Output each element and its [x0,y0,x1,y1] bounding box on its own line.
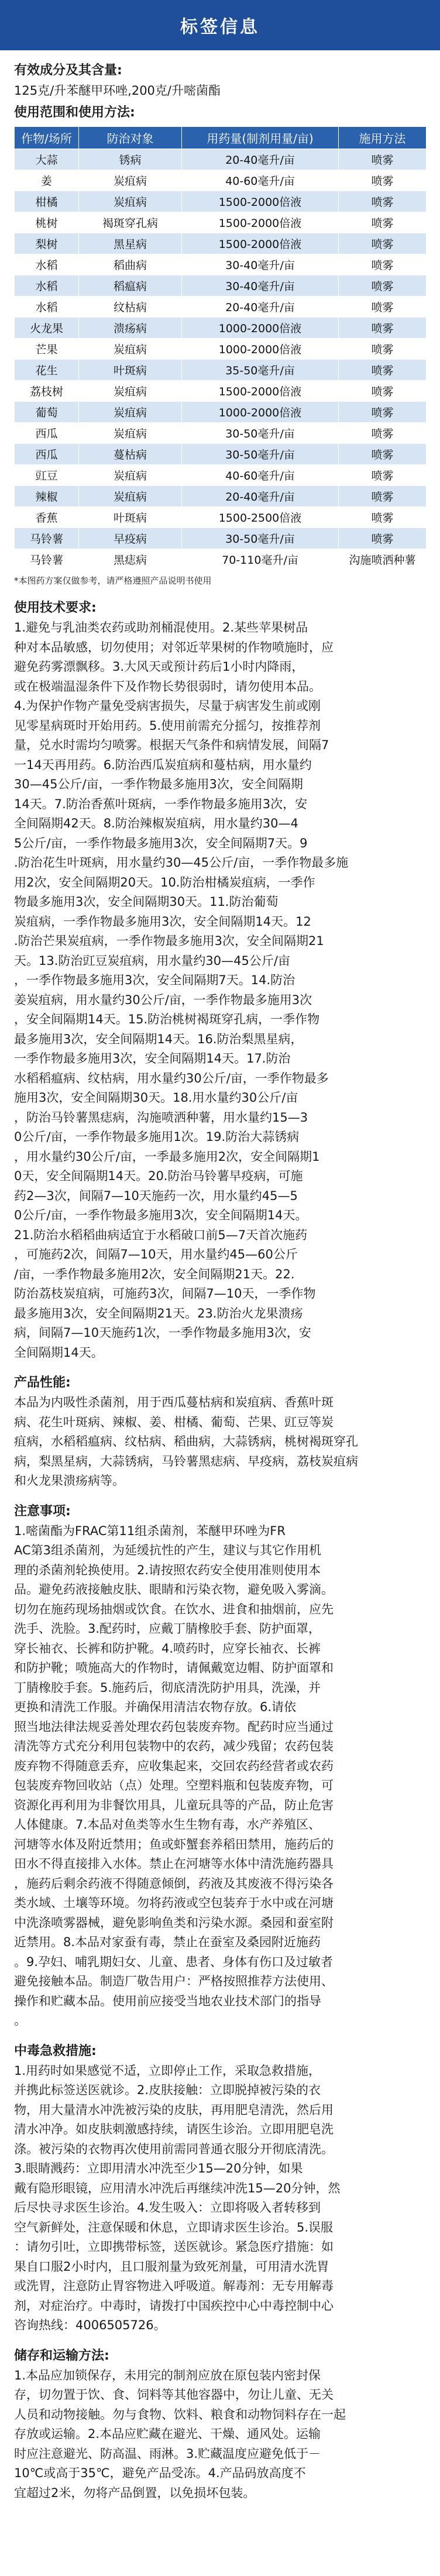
cell-target: 溃疡病 [79,318,182,339]
cell-target: 褐斑穿孔病 [79,212,182,233]
paragraph-line: 最多施用3次，安全间隔期14天。16.防治梨黑星病， [14,1032,303,1046]
paragraph-line: 避免接触本品。制造厂敬告用户：严格按照推荐方法使用、 [14,1974,334,1988]
table-row [15,402,427,423]
paragraph-line: 0公斤/亩，一季作物最多施用3次，安全间隔期14天。 [14,1208,308,1222]
paragraph-line: 切勿在施药现场抽烟或饮食。在饮水、进食和抽烟前，应先 [14,1602,334,1616]
page-title: 标签信息 [180,17,260,37]
cell-target: 叶斑病 [79,507,182,528]
cell-dosage: 20-40毫升/亩 [182,486,339,507]
ingredients-title: 有效成分及其含量: [14,63,122,78]
paragraph-line: 田水不得直接排入水体。禁止在河塘等水体中清洗施药器具 [14,1857,334,1871]
precautions-body [14,1522,426,2031]
usage-table [14,126,427,570]
cell-crop: 火龙果 [15,318,79,339]
paragraph-line: 用2次，安全间隔期20天。10.防治柑橘炭疽病，一季作 [14,875,315,889]
paragraph-line: 炭疽病，一季作物最多施用3次，安全间隔期14天。12 [14,914,311,929]
cell-target: 早疫病 [79,528,182,549]
paragraph-line: 戴有隐形眼镜，应用清水冲洗后再继续冲洗15—20分钟，然 [14,2181,341,2195]
cell-method: 喷雾 [339,233,427,254]
cell-target: 纹枯病 [79,296,182,318]
performance-section [0,1373,440,1491]
cell-crop: 大蒜 [15,149,79,170]
paragraph-line: 病、花生叶斑病、辣椒、姜、柑橘、葡萄、芒果、豇豆等炭 [14,1415,334,1429]
cell-dosage: 30-40毫升/亩 [182,254,339,275]
paragraph-line: 30—45公斤/亩，一季作物最多施用3次，安全间隔期 [14,777,303,791]
table-row [15,233,427,254]
paragraph-line: 废弃物不得随意丢弃，应收集起来，交回农药经营者或农药 [14,1758,334,1773]
cell-dosage: 30-50毫升/亩 [182,528,339,549]
paragraph-line: 0天，安全间隔期14天。20.防治马铃薯早疫病，可施 [14,1169,303,1183]
cell-method: 喷雾 [339,528,427,549]
paragraph-line: 或在极端温湿条件下及作物长势很弱时，请勿使用本品。 [14,679,321,694]
table-row [15,444,427,465]
ingredients-section [0,61,440,101]
cell-crop: 梨树 [15,233,79,254]
cell-crop: 西瓜 [15,423,79,444]
cell-crop: 姜 [15,170,79,191]
paragraph-line: 洗手、洗脸。3.配药时，应戴丁腈橡胶手套、防护面罩， [14,1622,321,1636]
paragraph-line: 种对本品敏感，切勿使用；对邻近苹果树的作物喷施时，应 [14,640,334,654]
cell-method: 喷雾 [339,423,427,444]
cell-method: 喷雾 [339,170,427,191]
cell-target: 炭疽病 [79,191,182,212]
paragraph-line: 一季作物最多施用3次，安全间隔期14天。17.防治 [14,1051,291,1065]
table-row [15,170,427,191]
paragraph-line: 3.眼睛溅药：立即用清水冲洗至少15—20分钟，如果 [14,2161,303,2175]
paragraph-line: 品。避免药液接触皮肤、眼睛和污染衣物，避免吸入雾滴。 [14,1582,334,1596]
paragraph-line: 病，梨黑星病，大蒜锈病，马铃薯黑痣病、早疫病，荔枝炭疽病 [14,1454,358,1468]
technical-title: 使用技术要求: [14,601,97,615]
table-row [15,318,427,339]
cell-target: 炭疽病 [79,465,182,486]
paragraph-line: 涤。被污染的衣物再次使用前需同普通衣服分开彻底清洗。 [14,2142,334,2156]
cell-target: 炭疽病 [79,339,182,360]
paragraph-line: 时应注意避光、防高温、雨淋。3.贮藏温度应避免低于－ [14,2446,321,2461]
cell-crop: 水稻 [15,296,79,318]
cell-crop: 水稻 [15,275,79,296]
paragraph-line: 类水域、土壤等环境。勿将药液或空包装弃于水中或在河塘 [14,1896,334,1910]
cell-method: 喷雾 [339,212,427,233]
usage-section [0,103,440,123]
paragraph-line: ，一季作物最多施用3次，安全间隔期7天。14.防治 [14,973,295,987]
performance-body [14,1393,426,1491]
table-row [15,339,427,360]
cell-crop: 柑橘 [15,191,79,212]
table-row [15,296,427,318]
cell-method: 喷雾 [339,360,427,381]
cell-method: 喷雾 [339,381,427,402]
technical-body [14,618,426,1363]
cell-crop: 马铃薯 [15,528,79,549]
paragraph-line: 全间隔期42天。8.防治辣椒炭疽病，用水量约30—4 [14,816,298,830]
cell-method: 喷雾 [339,465,427,486]
cell-dosage: 1000-2000倍液 [182,402,339,423]
cell-target: 叶斑病 [79,360,182,381]
paragraph-line: 防治荔枝炭疽病，可施药3次，间隔7—10天，一季作物 [14,1287,316,1301]
paragraph-line: 5公斤/亩，一季作物最多施用3次，安全间隔期7天。9 [14,836,308,850]
paragraph-line: 天。13.防治豇豆炭疽病，用水量约30—45公斤/亩 [14,953,290,968]
paragraph-line: 施用3次，安全间隔期30天。18.用水量约30公斤/亩 [14,1091,298,1105]
cell-target: 黑痣病 [79,549,182,570]
paragraph-line: ，可施药2次，间隔7—10天，用水量约45—60公斤 [14,1247,298,1261]
table-row [15,507,427,528]
paragraph-line: 本品为内吸性杀菌剂，用于西瓜蔓枯病和炭疽病、香蕉叶斑 [14,1395,334,1409]
paragraph-line: 或洗胃，注意防止胃容物进入呼吸道。解毒剂：无专用解毒 [14,2279,334,2293]
cell-target: 锈病 [79,149,182,170]
paragraph-line: 0公斤/亩，一季作物最多施用1次。19.防治大蒜锈病 [14,1130,300,1144]
cell-method: 喷雾 [339,402,427,423]
paragraph-line: 操作和贮藏本品。使用前应接受当地农业技术部门的指导 [14,1994,321,2008]
cell-dosage: 20-40毫升/亩 [182,149,339,170]
cell-method: 喷雾 [339,486,427,507]
paragraph-line: 并携此标签送医就诊。2.皮肤接触：立即脱掉被污染的衣 [14,2083,321,2097]
cell-dosage: 1500-2000倍液 [182,212,339,233]
firstaid-title: 中毒急救措施: [14,2043,97,2058]
paragraph-line: 1.本品应加锁保存，未用完的制剂应放在原包装内密封保 [14,2368,321,2382]
paragraph-line: 疽病，水稻稻瘟病、纹枯病、稻曲病，大蒜锈病，桃树褐斑穿孔 [14,1434,358,1449]
precautions-section [0,1502,440,2031]
table-row [15,360,427,381]
cell-crop: 马铃薯 [15,549,79,570]
column-header-crop: 作物/场所 [15,127,79,149]
paragraph-line: 中洗涤喷雾器械，避免影响鱼类和污染水源。桑园和蚕室附 [14,1915,334,1930]
paragraph-line: 物，用大量清水冲洗被污染的皮肤，再用肥皂清洗，然后用 [14,2102,334,2117]
paragraph-line: 照当地法律法规妥善处理农药包装废弃物。配药时应当通过 [14,1719,334,1734]
cell-dosage: 1500-2000倍液 [182,233,339,254]
cell-crop: 葡萄 [15,402,79,423]
paragraph-line: 存放或运输。2.本品应贮藏在避光、干燥、通风处。运输 [14,2427,321,2441]
paragraph-line: 14天。7.防治香蕉叶斑病，一季作物最多施用3次，安 [14,796,308,811]
paragraph-line: 更换和清洗工作服。并确保用清洁农物存放。6.请依 [14,1700,297,1714]
cell-method: 喷雾 [339,275,427,296]
usage-table-body [15,149,427,570]
cell-dosage: 30-50毫升/亩 [182,423,339,444]
paragraph-line: 。9.孕妇、哺乳期妇女、儿童、患者、身体有伤口及过敏者 [14,1954,334,1969]
paragraph-line: 避免药雾漂飘移。3.大风天或预计药后1小时内降雨， [14,660,304,674]
paragraph-line: ，防治马铃薯黑痣病，沟施喷洒种薯，用水量约15—3 [14,1110,308,1125]
column-header-dosage: 用药量(制剂用量/亩) [182,127,339,149]
cell-target: 炭疽病 [79,486,182,507]
page-header [0,0,440,50]
table-row [15,254,427,275]
paragraph-line: 。 [14,2013,26,2027]
paragraph-line: 近禁用。8.本品对家蚕有毒，禁止在蚕室及桑园附近施药 [14,1935,321,1949]
paragraph-line: 物最多施用3次，安全间隔期30天。11.防治葡萄 [14,895,279,909]
paragraph-line: 量，兑水时需均匀喷雾。根据天气条件和病情发展，间隔7 [14,738,329,752]
paragraph-line: ：请勿引吐，立即携带标签，送医就诊。紧急医疗措施：如 [14,2240,334,2254]
paragraph-line: 存，切勿置于饮、食、饲料等其他容器中，勿让儿童、无关 [14,2388,334,2402]
cell-dosage: 35-50毫升/亩 [182,360,339,381]
storage-title: 储存和运输方法: [14,2348,109,2363]
table-row [15,528,427,549]
firstaid-section [0,2042,440,2336]
table-row [15,149,427,170]
column-header-method: 施用方法 [339,127,427,149]
cell-target: 炭疽病 [79,402,182,423]
cell-dosage: 30-50毫升/亩 [182,444,339,465]
cell-method: 喷雾 [339,444,427,465]
cell-dosage: 1000-2000倍液 [182,339,339,360]
cell-target: 稻瘟病 [79,275,182,296]
cell-crop: 桃树 [15,212,79,233]
cell-crop: 芒果 [15,339,79,360]
cell-target: 炭疽病 [79,170,182,191]
cell-crop: 辣椒 [15,486,79,507]
paragraph-line: 全间隔期14天。 [14,1345,104,1360]
cell-crop: 香蕉 [15,507,79,528]
firstaid-body [14,2061,426,2336]
cell-target: 炭疽病 [79,381,182,402]
cell-dosage: 70-110毫升/亩 [182,549,339,570]
usage-title: 使用范围和使用方法: [14,105,135,120]
performance-title: 产品性能: [14,1375,71,1390]
paragraph-line: 空气新鲜处，注意保暖和休息，立即请求医生诊治。5.误服 [14,2220,334,2234]
paragraph-line: 理的杀菌剂轮换使用。2.请按照农药安全使用准则使用本 [14,1563,321,1577]
paragraph-line: 1.用药时如果感觉不适，立即停止工作，采取急救措施， [14,2063,321,2078]
column-header-target: 防治对象 [79,127,182,149]
cell-dosage: 40-60毫升/亩 [182,170,339,191]
cell-method: 喷雾 [339,149,427,170]
cell-crop: 豇豆 [15,465,79,486]
cell-dosage: 1500-2000倍液 [182,381,339,402]
paragraph-line: 1.嘧菌酯为FRAC第11组杀菌剂，苯醚甲环唑为FR [14,1523,286,1538]
cell-dosage: 40-60毫升/亩 [182,465,339,486]
paragraph-line: 1.避免与乳油类农药或助剂桶混使用。2.某些苹果树品 [14,620,308,634]
storage-body [14,2366,426,2503]
cell-dosage: 1500-2000倍液 [182,191,339,212]
storage-section [0,2346,440,2503]
cell-crop: 花生 [15,360,79,381]
cell-method: 沟施喷洒种薯 [339,549,427,570]
paragraph-line: 后尽快寻求医生诊治。4.发生吸入：立即将吸入者转移到 [14,2201,321,2215]
paragraph-line: 水稻稻瘟病、纹枯病，用水量约30公斤/亩，一季作物最多 [14,1071,329,1085]
paragraph-line: ，用水量约30公斤/亩，一季最多施用2次，安全间隔期1 [14,1149,320,1164]
paragraph-line: 清洗等方式充分利用包装物中的农药，减少残留；农药包装 [14,1739,334,1753]
paragraph-line: 一14天再用药。6.防治西瓜炭疽病和蔓枯病，用水量约 [14,757,312,772]
paragraph-line: 药2—3次，间隔7—10天施药一次，用水量约45—5 [14,1188,298,1203]
paragraph-line: 包装废弃物回收站（点）处理。空塑料瓶和包装废弃物，可 [14,1778,334,1792]
paragraph-line: 和防护靴；喷施高大的作物时，请佩戴宽边帽、防护面罩和 [14,1661,334,1675]
cell-dosage: 1500-2500倍液 [182,507,339,528]
cell-crop: 荔枝树 [15,381,79,402]
cell-dosage: 20-40毫升/亩 [182,296,339,318]
technical-section [0,598,440,1363]
paragraph-line: 病，间隔7—10天施药1次，一季作物最多施用3次，安 [14,1326,311,1340]
paragraph-line: /亩，一季作物最多施用2次，安全间隔期21天。22. [14,1267,295,1281]
paragraph-line: 资源化再利用为非餐饮用具，儿童玩具等的产品，防止危害 [14,1798,334,1812]
table-row [15,423,427,444]
table-row [15,212,427,233]
cell-target: 炭疽病 [79,423,182,444]
paragraph-line: 4.为保护作物产量免受病害损失，尽量于病害发生前或刚 [14,699,321,713]
cell-method: 喷雾 [339,318,427,339]
cell-dosage: 1000-2000倍液 [182,318,339,339]
paragraph-line: .防治芒果炭疽病，一季作物最多施用3次，安全间隔期21 [14,934,324,948]
cell-method: 喷雾 [339,339,427,360]
paragraph-line: 见零星病斑时开始用药。5.使用前需充分摇匀，按推荐剂 [14,718,321,733]
table-row [15,381,427,402]
cell-target: 蔓枯病 [79,444,182,465]
paragraph-line: .防治花生叶斑病，用水量约30—45公斤/亩，一季作物最多施 [14,856,349,870]
cell-target: 稻曲病 [79,254,182,275]
paragraph-line: 宜超过2米，勿将产品倒置，以免损坏包装。 [14,2485,256,2500]
paragraph-line: 咨询热线：4006505726。 [14,2318,166,2332]
table-row [15,465,427,486]
cell-target: 黑星病 [79,233,182,254]
ingredients-content: 125克/升苯醚甲环唑,200克/升嘧菌酯 [14,84,221,98]
paragraph-line: AC第3组杀菌剂，为延缓抗性的产生，建议与其它作用机 [14,1543,322,1557]
table-note: *本图药方案仅做参考，请严格遵照产品说明书使用 [14,575,212,586]
paragraph-line: 人体健康。7.本品对鱼类等水生生物有毒，水产养殖区、 [14,1818,321,1832]
table-row [15,275,427,296]
paragraph-line: 最多施用3次，安全间隔期21天。23.防治火龙果溃疡 [14,1306,303,1320]
paragraph-line: 和火龙果溃疡病等。 [14,1474,125,1488]
cell-crop: 水稻 [15,254,79,275]
precautions-title: 注意事项: [14,1503,71,1519]
table-row [15,549,427,570]
cell-method: 喷雾 [339,191,427,212]
table-row [15,191,427,212]
cell-crop: 西瓜 [15,444,79,465]
usage-table-header [15,127,427,149]
paragraph-line: 丁腈橡胶手套。5.施药后，彻底清洗防护用具，洗澡，并 [14,1680,321,1695]
paragraph-line: 穿长袖衣、长裤和防护靴。4.喷药时，应穿长袖衣、长裤 [14,1641,321,1656]
paragraph-line: 姜炭疽病，用水量约30公斤/亩，一季作物最多施用3次 [14,992,312,1007]
table-row [15,486,427,507]
cell-dosage: 30-40毫升/亩 [182,275,339,296]
paragraph-line: ，施药后剩余药液不得随意倾倒，药液及其废液不得污染各 [14,1876,334,1891]
cell-method: 喷雾 [339,254,427,275]
paragraph-line: 果自口服2小时内，且口服剂量为致死剂量，可用清水洗胃 [14,2259,329,2274]
paragraph-line: 人员和动物接触。勿与食物、饮料、粮食和动物饲料存在一起 [14,2407,346,2422]
cell-method: 喷雾 [339,296,427,318]
paragraph-line: 清水冲净。如皮肤刺激感持续，请医生诊治。立即用肥皂洗 [14,2122,334,2136]
paragraph-line: 21.防治水稻稻曲病适宜于水稻破口前5—7天首次施药 [14,1227,308,1242]
paragraph-line: 10℃或高于35℃，避免产品受冻。4.产品码放高度不 [14,2466,306,2480]
cell-method: 喷雾 [339,507,427,528]
paragraph-line: 剂，对症治疗。中毒时，请拨打中国疾控中心中毒控制中心 [14,2298,334,2313]
paragraph-line: ，安全间隔期14天。15.防治桃树褐斑穿孔病，一季作物 [14,1012,320,1026]
paragraph-line: 河塘等水体及附近禁用；鱼或虾蟹套养稻田禁用，施药后的 [14,1837,334,1851]
